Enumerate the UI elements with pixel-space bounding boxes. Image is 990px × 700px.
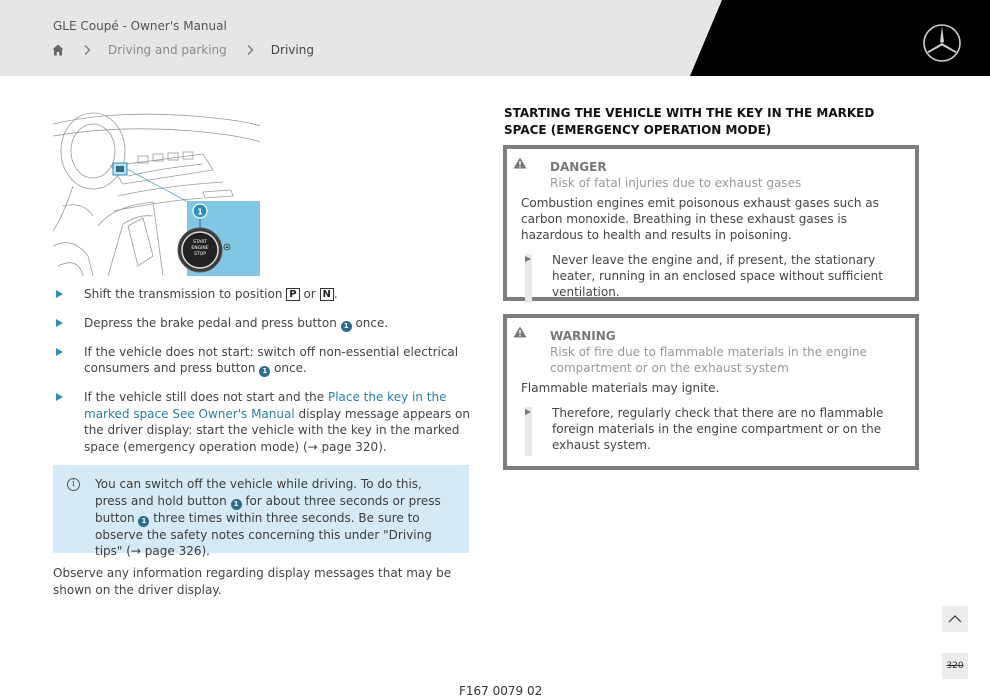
- scroll-to-top-button[interactable]: [942, 606, 968, 632]
- danger-label: DANGER: [550, 160, 607, 174]
- illustration-callout: 1: [197, 207, 203, 217]
- step-shift-transmission: Shift the transmission to position P or N .: [53, 286, 473, 303]
- key-marked-space-link[interactable]: Place the key in the marked space See Owner's Manual: [84, 390, 447, 421]
- step-arrow-icon: [525, 409, 531, 415]
- page-header: [0, 0, 990, 76]
- button-label-engine: ENGINE: [191, 246, 209, 251]
- warning-step: Therefore, regularly check that there are no flammable foreign materials in the engine compartment or on the exhaust system.: [521, 405, 903, 453]
- warning-text: Flammable materials may ignite.: [521, 381, 720, 395]
- button-label-start: START: [193, 240, 207, 245]
- procedure-steps: [53, 286, 473, 467]
- chevron-right-icon: [245, 44, 255, 56]
- brand-star-logo: [922, 23, 962, 63]
- breadcrumb-driving: Driving: [270, 43, 314, 57]
- step-arrow-icon: [56, 319, 63, 327]
- observe-note: Observe any information regarding display messages that may be shown on the driver display.: [53, 566, 452, 597]
- page-number-button[interactable]: 320: [942, 653, 968, 679]
- step-emergency-start: If the vehicle still does not start and the Place the key in the marked space See Owner's Manual display message appears on the driver display: start the vehicle with the key in the marked space (emergency operation mode) (→ page 320).: [53, 389, 473, 455]
- cockpit-illustration: [53, 106, 260, 276]
- danger-step: Never leave the engine and, if present, the stationary heater, running in an enclosed space without sufficient ventilation.: [521, 252, 903, 300]
- button-label-stop: STOP: [194, 252, 206, 257]
- section-title: STARTING THE VEHICLE WITH THE KEY IN THE MARKED SPACE (EMERGENCY OPERATION MODE): [504, 106, 875, 137]
- warning-label: WARNING: [550, 329, 616, 343]
- info-note: i You can switch off the vehicle while driving. To do this, press and hold button 1 for about three seconds or press button 1 three times within three seconds. Be sure to observe the safety notes concerning this under "Driving tips" (→ page 326).: [53, 465, 469, 553]
- step-arrow-icon: [525, 256, 531, 262]
- danger-text: Combustion engines emit poisonous exhaust gases such as carbon monoxide. Breathing in these exhaust gases is hazardous to health and results in poisoning.: [521, 196, 879, 242]
- gear-n-key: N: [320, 288, 334, 301]
- start-button-icon: 1: [138, 516, 149, 527]
- danger-box: [503, 145, 919, 301]
- figure-code: F167 0079 02: [459, 684, 543, 698]
- step-arrow-icon: [56, 393, 63, 401]
- breadcrumb: [52, 42, 314, 58]
- chevron-up-icon: [942, 606, 968, 632]
- start-button-icon: 1: [231, 499, 242, 510]
- chevron-right-icon: [82, 44, 92, 56]
- step-arrow-icon: [56, 290, 63, 298]
- manual-title: GLE Coupé - Owner's Manual: [53, 19, 227, 33]
- start-button-icon: 1: [341, 321, 352, 332]
- step-switch-off-consumers: If the vehicle does not start: switch off non-essential electrical consumers and press button 1 once.: [53, 344, 473, 378]
- breadcrumb-driving-and-parking[interactable]: Driving and parking: [108, 43, 227, 57]
- gear-p-key: P: [286, 288, 299, 301]
- info-icon: i: [67, 478, 80, 491]
- danger-subtitle: Risk of fatal injuries due to exhaust gases: [550, 176, 802, 190]
- step-press-button: Depress the brake pedal and press button 1 once.: [53, 315, 473, 332]
- warning-box: [503, 314, 919, 470]
- warning-subtitle: Risk of fire due to flammable materials in the engine compartment or on the exhaust system: [550, 345, 867, 375]
- home-icon[interactable]: [52, 44, 64, 56]
- step-arrow-icon: [56, 348, 63, 356]
- start-button-icon: 1: [259, 366, 270, 377]
